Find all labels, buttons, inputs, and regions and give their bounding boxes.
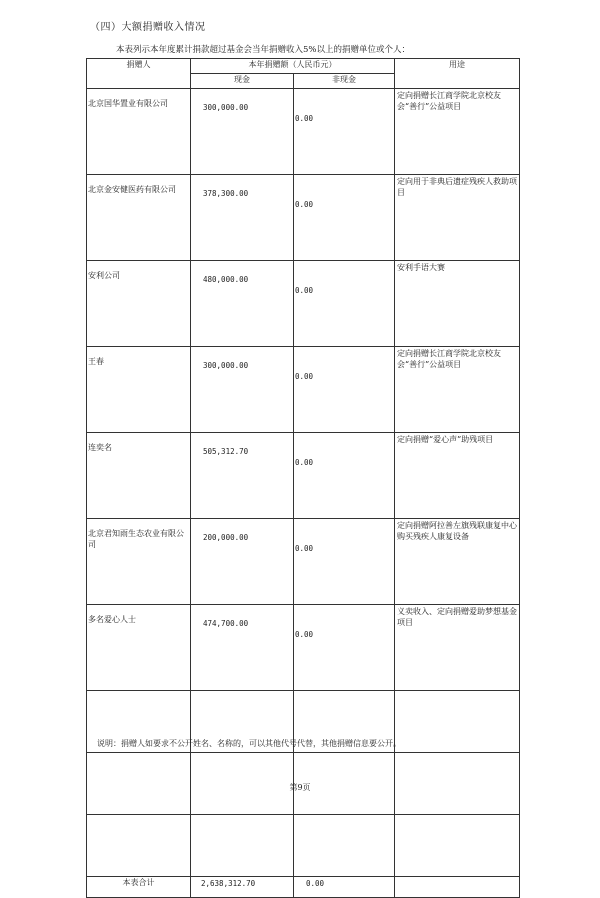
- empty-cell: [395, 815, 520, 877]
- noncash-cell: 0.00: [294, 605, 395, 691]
- cash-cell: 480,000.00: [191, 261, 294, 347]
- noncash-cell: 0.00: [294, 433, 395, 519]
- cash-cell: 474,700.00: [191, 605, 294, 691]
- donor-cell: 安利公司: [87, 261, 191, 347]
- empty-cell: [191, 815, 294, 877]
- donor-cell: 连奕名: [87, 433, 191, 519]
- purpose-cell: 定向捐赠阿拉善左旗残联康复中心购买残疾人康复设备: [395, 519, 520, 605]
- total-cash: 2,638,312.70: [191, 877, 294, 898]
- section-title: （四）大额捐赠收入情况: [90, 22, 206, 33]
- donor-cell: 多名爱心人士: [87, 605, 191, 691]
- header-amount-group: 本年捐赠额（人民币元）: [191, 59, 395, 74]
- header-noncash: 非现金: [294, 74, 395, 89]
- empty-row: [87, 815, 520, 877]
- purpose-cell: 定向捐赠长江商学院北京校友会“善行”公益项目: [395, 347, 520, 433]
- purpose-cell: 定向捐赠“爱心声”助残项目: [395, 433, 520, 519]
- footnote: 说明：捐赠人如要求不公开姓名、名称的，可以其他代号代替，其他捐赠信息要公开。: [97, 739, 401, 748]
- table-row: [87, 347, 520, 433]
- header-cash: 现金: [191, 74, 294, 89]
- purpose-cell: 定向用于非典后遗症残疾人救助项目: [395, 175, 520, 261]
- empty-cell: [294, 815, 395, 877]
- empty-cell: [395, 691, 520, 753]
- cash-cell: 300,000.00: [191, 347, 294, 433]
- page-number: 第9页: [289, 783, 311, 792]
- table-intro: 本表列示本年度累计捐款超过基金会当年捐赠收入5%以上的捐赠单位或个人：: [116, 45, 410, 55]
- noncash-cell: 0.00: [294, 347, 395, 433]
- total-label: 本表合计: [87, 877, 191, 898]
- donor-cell: 北京君知雨生态农业有限公司: [87, 519, 191, 605]
- purpose-cell: 安利手语大赛: [395, 261, 520, 347]
- table-row: [87, 433, 520, 519]
- donor-cell: 北京金安健医药有限公司: [87, 175, 191, 261]
- noncash-cell: 0.00: [294, 175, 395, 261]
- noncash-cell: 0.00: [294, 261, 395, 347]
- table-row: [87, 89, 520, 175]
- total-row: [87, 877, 520, 898]
- large-donations-table: [86, 58, 520, 898]
- total-noncash: 0.00: [294, 877, 395, 898]
- donor-cell: 北京国华置业有限公司: [87, 89, 191, 175]
- cash-cell: 378,300.00: [191, 175, 294, 261]
- purpose-cell: 义卖收入、定向捐赠爱助梦想基金项目: [395, 605, 520, 691]
- cash-cell: 300,000.00: [191, 89, 294, 175]
- cash-cell: 505,312.70: [191, 433, 294, 519]
- cash-cell: 200,000.00: [191, 519, 294, 605]
- empty-cell: [87, 815, 191, 877]
- empty-cell: [395, 877, 520, 898]
- donor-cell: 王春: [87, 347, 191, 433]
- table-row: [87, 519, 520, 605]
- purpose-cell: 定向捐赠长江商学院北京校友会“善行”公益项目: [395, 89, 520, 175]
- header-purpose: 用途: [395, 59, 520, 89]
- table-row: [87, 175, 520, 261]
- header-donor: 捐赠人: [87, 59, 191, 89]
- noncash-cell: 0.00: [294, 89, 395, 175]
- table-row: [87, 605, 520, 691]
- table-row: [87, 261, 520, 347]
- noncash-cell: 0.00: [294, 519, 395, 605]
